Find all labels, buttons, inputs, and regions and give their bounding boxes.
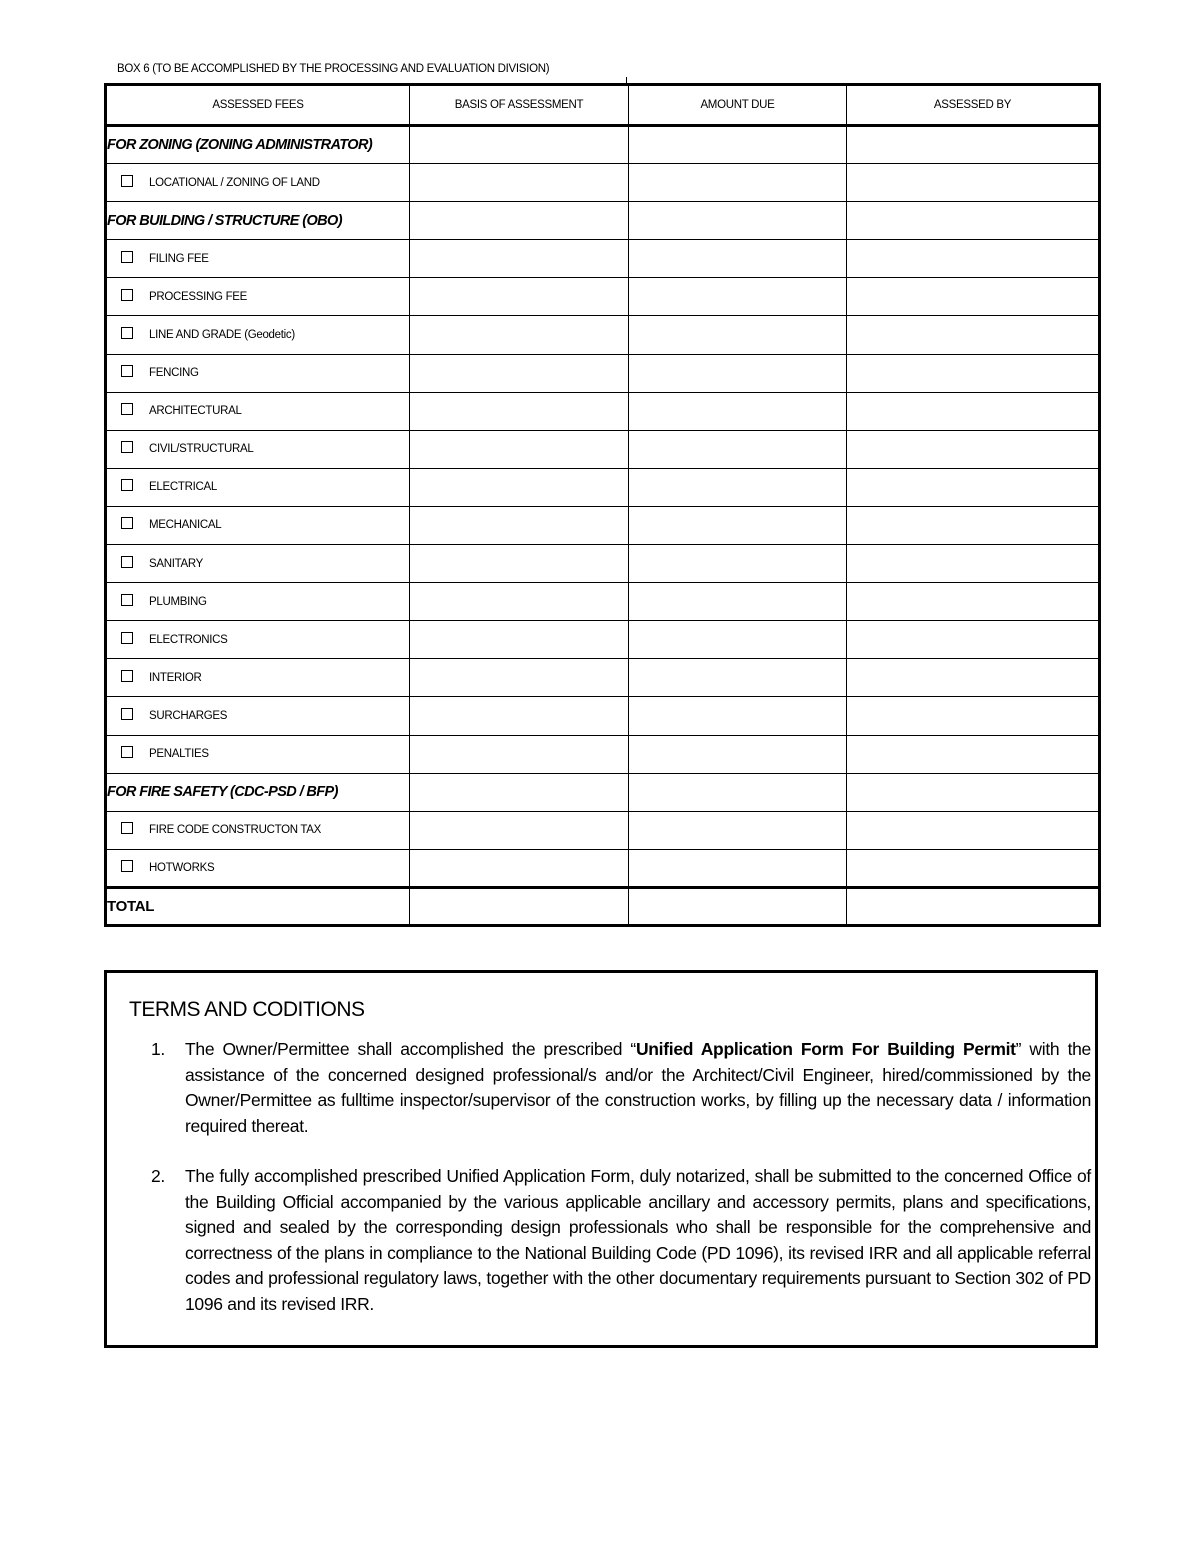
fee-row [106, 545, 1100, 583]
fee-item-cell [106, 316, 410, 354]
section-row [106, 126, 1100, 164]
basis-of-assessment-cell[interactable] [410, 278, 629, 316]
terms-item [151, 1164, 1091, 1317]
fee-checkbox[interactable] [121, 289, 133, 301]
fee-checkbox[interactable] [121, 860, 133, 872]
fee-item-label: LINE AND GRADE (Geodetic) [149, 329, 295, 342]
fee-item-cell [106, 583, 410, 621]
assessed-by-cell[interactable] [847, 773, 1100, 811]
amount-due-cell[interactable] [629, 621, 847, 659]
fee-item-label: LOCATIONAL / ZONING OF LAND [149, 176, 320, 189]
fee-item-label: ARCHITECTURAL [149, 405, 242, 418]
terms-item-text: The fully accomplished prescribed Unified Application Form, duly notarized, shall be submitted to the concerned Office of the Building Official accompanied by the various applicable ancillary and accessory permits, plans and specifications, signed and sealed by the corresponding design professionals who shall be responsible for the comprehensive and correctness of the plans in compliance to the National Building Code (PD 1096), its revised IRR and all applicable referral codes and professional regulatory laws, together with the other documentary requirements pursuant to Section 302 of PD 1096 and its revised IRR. [185, 1166, 1091, 1314]
fee-checkbox[interactable] [121, 517, 133, 529]
table-header-row [106, 85, 1100, 126]
assessed-by-cell[interactable] [847, 849, 1100, 887]
amount-due-cell[interactable] [629, 430, 847, 468]
basis-of-assessment-cell[interactable] [410, 887, 629, 925]
amount-due-cell[interactable] [629, 697, 847, 735]
terms-title: TERMS AND CODITIONS [129, 998, 365, 1021]
terms-item-text: The Owner/Permittee shall accomplished the prescribed “ [185, 1039, 636, 1059]
assessed-by-cell[interactable] [847, 278, 1100, 316]
basis-of-assessment-cell[interactable] [410, 240, 629, 278]
fee-row [106, 164, 1100, 202]
basis-of-assessment-cell[interactable] [410, 126, 629, 164]
amount-due-cell[interactable] [629, 468, 847, 506]
amount-due-cell[interactable] [629, 126, 847, 164]
fee-checkbox[interactable] [121, 556, 133, 568]
fee-checkbox[interactable] [121, 403, 133, 415]
assessed-by-cell[interactable] [847, 202, 1100, 240]
fee-item-label: FIRE CODE CONSTRUCTON TAX [149, 824, 322, 837]
fee-row [106, 621, 1100, 659]
header-basis-of-assessment: BASIS OF ASSESSMENT [410, 85, 629, 126]
fee-checkbox[interactable] [121, 594, 133, 606]
fee-row [106, 354, 1100, 392]
fee-item-label: SURCHARGES [149, 709, 228, 722]
section-row [106, 773, 1100, 811]
assessed-by-cell[interactable] [847, 126, 1100, 164]
fee-item [107, 367, 409, 379]
amount-due-cell[interactable] [629, 735, 847, 773]
basis-of-assessment-cell[interactable] [410, 697, 629, 735]
fee-item-label: HOTWORKS [149, 861, 215, 874]
fee-row [106, 811, 1100, 849]
amount-due-cell[interactable] [629, 887, 847, 925]
fee-row [106, 506, 1100, 544]
amount-due-cell[interactable] [629, 583, 847, 621]
terms-box [104, 970, 1098, 1348]
fee-item [107, 862, 409, 874]
amount-due-cell[interactable] [629, 278, 847, 316]
basis-of-assessment-cell[interactable] [410, 545, 629, 583]
fee-item-cell [106, 659, 410, 697]
header-assessed-fees: ASSESSED FEES [106, 85, 410, 126]
fee-item-cell [106, 468, 410, 506]
assessed-by-cell[interactable] [847, 887, 1100, 925]
fee-item [107, 253, 409, 265]
section-label: FOR ZONING (ZONING ADMINISTRATOR) [106, 126, 410, 164]
header-amount-due: AMOUNT DUE [629, 85, 847, 126]
basis-of-assessment-cell[interactable] [410, 164, 629, 202]
fee-item-cell [106, 621, 410, 659]
amount-due-cell[interactable] [629, 164, 847, 202]
basis-of-assessment-cell[interactable] [410, 316, 629, 354]
basis-of-assessment-cell[interactable] [410, 811, 629, 849]
fee-item-cell [106, 278, 410, 316]
assessed-by-cell[interactable] [847, 697, 1100, 735]
fee-checkbox[interactable] [121, 251, 133, 263]
assessed-by-cell[interactable] [847, 316, 1100, 354]
assessed-fees-table [104, 83, 1101, 927]
fee-row [106, 583, 1100, 621]
fee-checkbox[interactable] [121, 670, 133, 682]
fee-item-cell [106, 392, 410, 430]
assessed-by-cell[interactable] [847, 354, 1100, 392]
fee-checkbox[interactable] [121, 175, 133, 187]
fee-checkbox[interactable] [121, 327, 133, 339]
fee-item [107, 177, 409, 189]
basis-of-assessment-cell[interactable] [410, 583, 629, 621]
fee-item [107, 291, 409, 303]
amount-due-cell[interactable] [629, 392, 847, 430]
assessed-by-cell[interactable] [847, 811, 1100, 849]
fee-item [107, 748, 409, 760]
fee-item-cell [106, 430, 410, 468]
assessed-by-cell[interactable] [847, 468, 1100, 506]
amount-due-cell[interactable] [629, 659, 847, 697]
amount-due-cell[interactable] [629, 354, 847, 392]
fee-row [106, 430, 1100, 468]
fee-item [107, 596, 409, 608]
fee-item-label: INTERIOR [149, 671, 202, 684]
fee-item-cell [106, 164, 410, 202]
amount-due-cell[interactable] [629, 202, 847, 240]
fee-item [107, 558, 409, 570]
fee-item-cell [106, 354, 410, 392]
fee-item-label: MECHANICAL [149, 519, 222, 532]
amount-due-cell[interactable] [629, 316, 847, 354]
header-assessed-by: ASSESSED BY [847, 85, 1100, 126]
basis-of-assessment-cell[interactable] [410, 354, 629, 392]
fee-item-label: CIVIL/STRUCTURAL [149, 443, 254, 456]
fees-table-body [106, 126, 1100, 926]
fee-checkbox[interactable] [121, 822, 133, 834]
basis-of-assessment-cell[interactable] [410, 849, 629, 887]
fee-item-cell [106, 811, 410, 849]
assessed-by-cell[interactable] [847, 506, 1100, 544]
fee-checkbox[interactable] [121, 441, 133, 453]
basis-of-assessment-cell[interactable] [410, 430, 629, 468]
amount-due-cell[interactable] [629, 506, 847, 544]
fee-row [106, 849, 1100, 887]
fee-row [106, 468, 1100, 506]
amount-due-cell[interactable] [629, 773, 847, 811]
fee-checkbox[interactable] [121, 708, 133, 720]
amount-due-cell[interactable] [629, 240, 847, 278]
assessed-by-cell[interactable] [847, 164, 1100, 202]
amount-due-cell[interactable] [629, 545, 847, 583]
fee-item [107, 634, 409, 646]
basis-of-assessment-cell[interactable] [410, 506, 629, 544]
fee-item-label: SANITARY [149, 557, 204, 570]
fee-item [107, 443, 409, 455]
section-label: FOR FIRE SAFETY (CDC-PSD / BFP) [106, 773, 410, 811]
terms-item [151, 1037, 1091, 1139]
amount-due-cell[interactable] [629, 811, 847, 849]
fee-row [106, 659, 1100, 697]
fee-row [106, 278, 1100, 316]
fee-row [106, 392, 1100, 430]
fee-item-label: FILING FEE [149, 252, 209, 265]
fee-item-cell [106, 506, 410, 544]
fee-item-label: ELECTRONICS [149, 633, 228, 646]
assessed-by-cell[interactable] [847, 621, 1100, 659]
fee-item-cell [106, 697, 410, 735]
fee-item-label: FENCING [149, 367, 199, 380]
fee-checkbox[interactable] [121, 365, 133, 377]
basis-of-assessment-cell[interactable] [410, 735, 629, 773]
fee-row [106, 316, 1100, 354]
basis-of-assessment-cell[interactable] [410, 659, 629, 697]
fee-item-cell [106, 240, 410, 278]
fee-item [107, 519, 409, 531]
fee-item [107, 405, 409, 417]
assessed-by-cell[interactable] [847, 583, 1100, 621]
fee-item-cell [106, 545, 410, 583]
section-row [106, 202, 1100, 240]
assessed-by-cell[interactable] [847, 240, 1100, 278]
fee-checkbox[interactable] [121, 632, 133, 644]
basis-of-assessment-cell[interactable] [410, 392, 629, 430]
assessed-by-cell[interactable] [847, 392, 1100, 430]
assessed-by-cell[interactable] [847, 659, 1100, 697]
fee-item-cell [106, 735, 410, 773]
total-label: TOTAL [106, 887, 410, 925]
basis-of-assessment-cell[interactable] [410, 202, 629, 240]
fee-row [106, 240, 1100, 278]
terms-item-number: 2. [151, 1166, 165, 1186]
terms-item-number: 1. [151, 1039, 165, 1059]
fee-item-label: PLUMBING [149, 595, 207, 608]
fee-item [107, 329, 409, 341]
basis-of-assessment-cell[interactable] [410, 621, 629, 659]
fee-item-label: PENALTIES [149, 748, 209, 761]
basis-of-assessment-cell[interactable] [410, 773, 629, 811]
fee-item [107, 824, 409, 836]
fee-row [106, 697, 1100, 735]
terms-item-bold-text: Unified Application Form For Building Permit [635, 1039, 1016, 1059]
fee-item [107, 672, 409, 684]
fee-item [107, 481, 409, 493]
fee-item-label: PROCESSING FEE [149, 290, 248, 303]
fee-item-cell [106, 849, 410, 887]
fee-checkbox[interactable] [121, 746, 133, 758]
fee-item [107, 710, 409, 722]
terms-item-text-end: ” with the assistance of the concerned designed professional/s and/or the Architect/Civil Engineer, hired/commissioned by the Owner/Permittee as fulltime inspector/supervisor of the construction works, by filling up the necessary data / information required thereat. [185, 1039, 1091, 1136]
section-label: FOR BUILDING / STRUCTURE (OBO) [106, 202, 410, 240]
basis-of-assessment-cell[interactable] [410, 468, 629, 506]
fee-checkbox[interactable] [121, 479, 133, 491]
fee-item-label: ELECTRICAL [149, 481, 217, 494]
fee-row [106, 735, 1100, 773]
assessed-by-cell[interactable] [847, 430, 1100, 468]
terms-list [151, 1037, 1091, 1342]
box-title: BOX 6 (TO BE ACCOMPLISHED BY THE PROCESSING AND EVALUATION DIVISION) [117, 63, 550, 75]
total-row [106, 887, 1100, 925]
assessed-by-cell[interactable] [847, 545, 1100, 583]
amount-due-cell[interactable] [629, 849, 847, 887]
assessed-by-cell[interactable] [847, 735, 1100, 773]
